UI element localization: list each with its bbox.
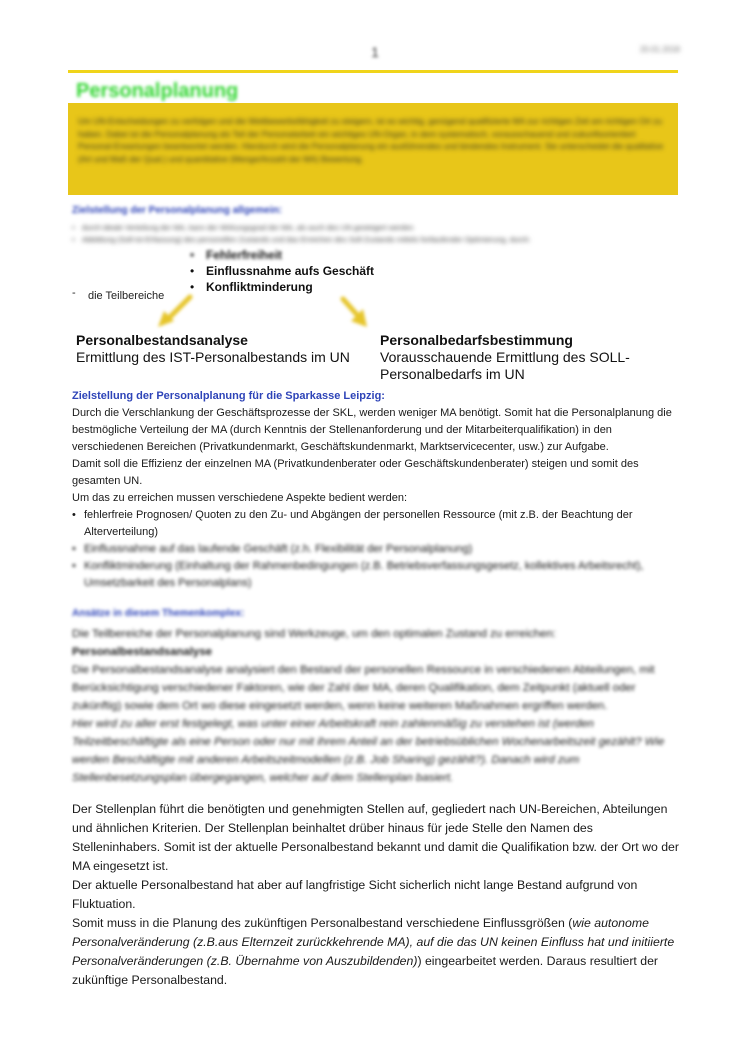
column-title: Personalbedarfsbestimmung xyxy=(380,332,573,348)
list-item: • durch ideale Verteilung der MA, kann der Wirkungsgrad der MA, als auch des UN gesteigert werden xyxy=(72,222,672,234)
column-bestandsanalyse xyxy=(76,332,366,366)
factor-item: • Konfliktminderung xyxy=(190,279,374,295)
paragraph: Der aktuelle Personalbestand hat aber auf langfristige Sicht sicherlich nicht lange Bestand aufgrund von Fluktuation. xyxy=(72,878,638,911)
text-run-italic: wie autonome Personalveränderung (z.B.aus Elternzeit zurückkehrende MA), auf die das UN keinen Einfluss hat und initiierte Personalveränderungen (z.B. Übernahme von Auszubildenden) xyxy=(72,916,675,968)
intro-box xyxy=(68,103,678,195)
arrow-left-icon xyxy=(150,293,200,333)
paragraph: Durch die Verschlankung der Geschäftsprozesse der SKL, werden weniger MA benötigt. Somit hat die Personalplanung die bestmögliche Verteilung der MA (durch Kenntnis der Stellenanforderung und der Mitarbeiterqualifikation) in den verschiedenen Bereichen (Privatkundenmarkt, Geschäftskundenmarkt, Marktservicecenter, usw.) zur Aufgabe. xyxy=(72,407,672,453)
aspect-list xyxy=(72,507,682,592)
list-item: • Einflussnahme auf das laufende Geschäft (z.h. Flexibilität der Personalplanung) xyxy=(72,541,682,558)
text-run: ) eingearbeitet werden. Daraus resultiert der zukünftige Personalbestand. xyxy=(72,954,659,987)
column-title: Personalbestandsanalyse xyxy=(76,332,248,348)
paragraph: Hier wird zu aller erst festgelegt, was unter einer Arbeitskraft rein zahlenmäßig zu verstehen ist (werden Teilzeitbeschäftigte als eine Person oder nur mit ihrem Anteil an der betriebsüblichen Wochenarbeitszeit gezählt? Wie werden Beschäftigte mit anderen Arbeitszeitmodellen (z.B. Job Sharing) gezählt?). Danach wird zum Stellenbesetzungsplan übergegangen, welcher auf dem Stellenplan basiert. xyxy=(72,718,665,784)
page-number: 1 xyxy=(371,44,379,60)
factor-list xyxy=(190,247,374,295)
sparkasse-body xyxy=(72,405,682,592)
intro-text: Um UN-Entscheidungen zu verfolgen und die Wettbewerbsfähigkeit zu steigern, ist es wichtig, genügend qualifizierte MA zur richtigen Zeit am richtigen Ort zu haben. Dabei ist die Personalplanung als Teil der Personalarbeit ein wichtiges UN-Organ, in dem systematisch, vorausschauend und zukunftsorientiert Personal-Erwartungen beantwortet werden. Hierdurch wird die Personalplanung ein ausführendes und bindendes Instrument. Sie unterscheidet die qualitative (Art und Maß der Qual.) und quantitative (Menge/Anzahl der MA) Bewertung. xyxy=(78,116,664,164)
heading-general: Zielstellung der Personalplanung allgemein: xyxy=(72,205,283,216)
factor-item: • Einflussnahme aufs Geschäft xyxy=(190,263,374,279)
list-item: • fehlerfreie Prognosen/ Quoten zu den Zu- und Abgängen der personellen Ressource (mit z.B. der Beachtung der Alterverteilung) xyxy=(72,507,682,541)
paragraph: Der Stellenplan führt die benötigten und genehmigten Stellen auf, gegliedert nach UN-Bereichen, Abteilungen und ähnlichen Kriterien. Der Stellenplan beinhaltet drüber hinaus für jede Stelle den Namen des Stelleninhabers. Somit ist der aktuelle Personalbestand bekannt und damit die Qualifikation bzw. der Ort wo der MA eingesetzt ist. xyxy=(72,802,679,873)
paragraph: Die Personalbestandsanalyse analysiert den Bestand der personellen Ressource in verschiedenen Abteilungen, mit Berücksichtigung verschiedener Faktoren, wie der Zahl der MA, deren Qualifikation, dem Zeitpunkt (aktuell oder zukünftig) sowie dem Ort wo diese eingesetzt werden, wenn keine weiteren Maßnahmen ergriffen werden. xyxy=(72,664,655,712)
heading-sparkasse: Zielstellung der Personalplanung für die Sparkasse Leipzig: xyxy=(72,390,385,402)
arrow-right-icon xyxy=(335,293,375,333)
heading-analysis: Ansätze in diesem Themenkomplex: xyxy=(72,608,245,619)
page-title: Personalplanung xyxy=(76,80,239,102)
subheading: Personalbestandsanalyse xyxy=(72,646,212,658)
paragraph xyxy=(72,914,682,990)
text-run: Somit muss in die Planung des zukünftigen Personalbestand verschiedene Einflussgrößen ( xyxy=(72,916,573,930)
paragraph: Die Teilbereiche der Personalplanung sind Werkzeuge, um den optimalen Zustand zu erreichen: xyxy=(72,628,556,640)
dash-marker: - xyxy=(72,287,76,299)
page-date: 20.01.2018 xyxy=(639,45,680,54)
paragraph: Um das zu erreichen mussen verschiedene Aspekte bedient werden: xyxy=(72,492,408,504)
factor-item: • Fehlerfreiheit xyxy=(190,247,374,263)
column-bedarfsbestimmung xyxy=(380,332,660,383)
list-item: • Abbildung (Soll-Ist-Erfassung) des personellen Zustands und das Erreichen des Soll-Zustands mittels fortlaufender Optimierung, durch: xyxy=(72,234,672,246)
column-text: Ermittlung des IST-Personalbestands im UN xyxy=(76,349,350,365)
column-text: Vorausschauende Ermittlung des SOLL-Personalbedarfs im UN xyxy=(380,349,630,382)
title-rule xyxy=(68,70,678,73)
teilbereiche-label: die Teilbereiche xyxy=(88,290,165,302)
general-list xyxy=(72,222,672,246)
paragraph: Damit soll die Effizienz der einzelnen MA (Privatkundenberater oder Geschäftskundenberater) steigen und somit des gesamten UN. xyxy=(72,458,639,487)
list-item: • Konfliktminderung (Einhaltung der Rahmenbedingungen (z.B. Betriebsverfassungsgesetz, kollektives Arbeitsrecht), Umsetzbarkeit des Personalplans) xyxy=(72,558,682,592)
final-body xyxy=(72,800,682,990)
analysis-body xyxy=(72,625,682,787)
